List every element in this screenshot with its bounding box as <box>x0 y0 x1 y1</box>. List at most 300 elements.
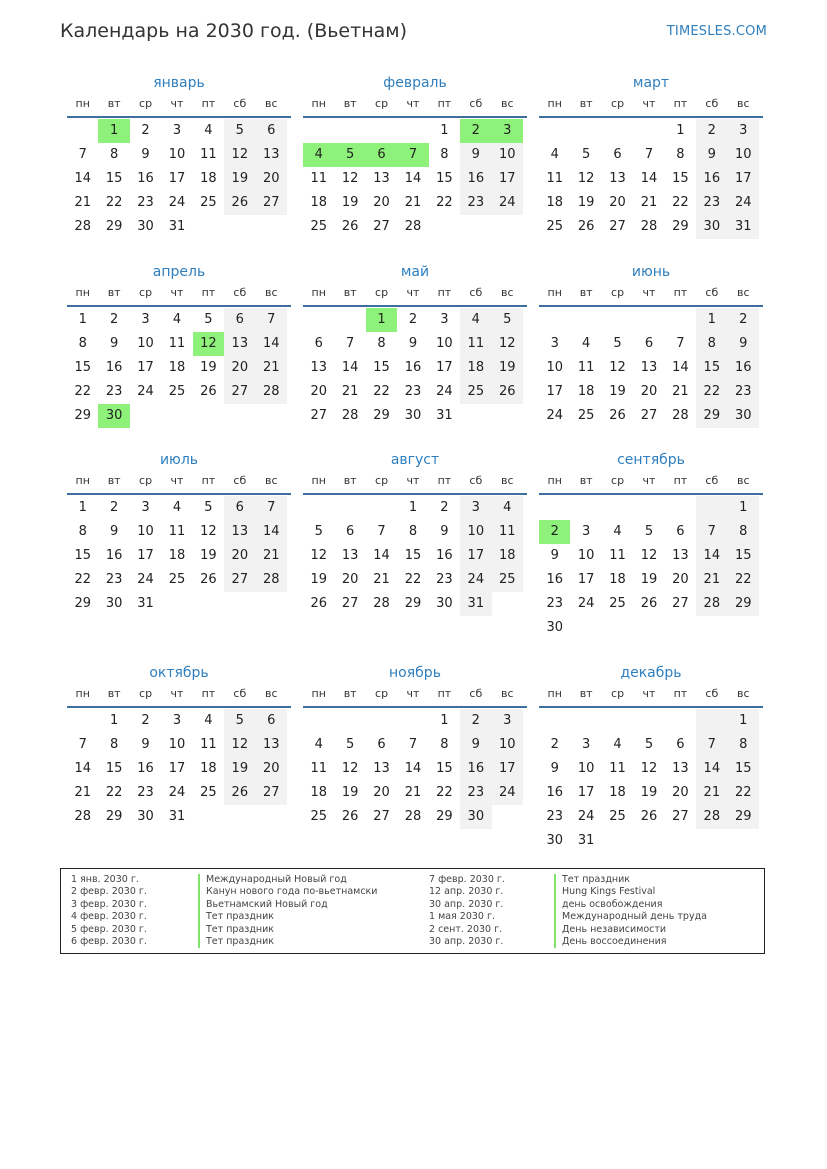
weekday-label: ср <box>611 687 625 700</box>
day-cell: 9 <box>550 548 559 563</box>
month-name: январь <box>153 75 205 91</box>
day-cell: 8 <box>109 147 119 162</box>
day-cell: 21 <box>696 781 727 805</box>
weekday-header <box>539 684 763 708</box>
day-cell-empty <box>633 119 664 143</box>
weekday-label: чт <box>406 97 420 110</box>
day-cell: 13 <box>609 171 626 186</box>
day-cell: 13 <box>341 548 359 563</box>
day-cell: 10 <box>168 147 186 162</box>
day-cell: 26 <box>224 191 255 215</box>
weekday-header <box>539 283 763 307</box>
holiday-name: Тет праздник <box>198 911 377 923</box>
month-name: февраль <box>383 75 447 91</box>
day-cell: 7 <box>644 147 654 162</box>
day-cell: 30 <box>546 620 563 635</box>
day-cell: 18 <box>168 360 186 375</box>
page-title: Календарь на 2030 год. (Вьетнам) <box>60 20 408 42</box>
day-cell: 3 <box>492 119 523 143</box>
day-cell: 15 <box>105 171 123 186</box>
day-cell: 23 <box>546 809 563 824</box>
day-cell: 25 <box>546 219 563 234</box>
day-cell: 28 <box>696 805 727 829</box>
day-cell: 10 <box>137 524 154 539</box>
day-cell: 13 <box>640 360 658 375</box>
day-cell: 8 <box>377 336 386 351</box>
day-cell: 2 <box>408 312 418 327</box>
month-block <box>67 449 291 616</box>
legend-left-dates <box>71 874 147 948</box>
day-grid <box>539 708 763 853</box>
day-cell: 2 <box>539 520 570 544</box>
weekday-label: ср <box>375 97 389 110</box>
day-cell-empty <box>334 119 365 143</box>
month-block <box>67 261 291 428</box>
day-cell: 26 <box>577 219 595 234</box>
day-cell: 3 <box>172 123 182 138</box>
day-cell: 5 <box>644 524 654 539</box>
day-cell: 15 <box>105 761 123 776</box>
day-cell: 18 <box>492 544 523 568</box>
day-cell: 4 <box>204 713 213 728</box>
day-cell: 28 <box>672 408 689 423</box>
day-cell: 23 <box>436 572 453 587</box>
day-cell: 24 <box>492 191 523 215</box>
weekday-label: чт <box>170 286 184 299</box>
day-cell: 15 <box>696 356 727 380</box>
weekday-label: ср <box>611 286 625 299</box>
day-cell: 19 <box>200 360 217 375</box>
day-cell: 20 <box>224 356 255 380</box>
holiday-date: 30 апр. 2030 г. <box>429 898 504 910</box>
weekday-label: вт <box>579 97 593 110</box>
day-cell: 25 <box>168 572 186 587</box>
day-cell: 1 <box>728 496 759 520</box>
day-cell-empty <box>539 119 570 143</box>
weekday-header <box>67 283 291 307</box>
weekday-label: ср <box>139 687 153 700</box>
day-cell: 12 <box>640 761 658 776</box>
day-cell-empty <box>303 308 334 332</box>
day-cell: 16 <box>137 761 154 776</box>
day-cell: 6 <box>366 143 397 167</box>
day-cell: 17 <box>436 360 453 375</box>
day-cell: 16 <box>404 360 422 375</box>
day-cell: 26 <box>341 809 359 824</box>
day-cell: 27 <box>640 408 658 423</box>
month-block <box>539 261 763 428</box>
legend-right-dates <box>429 874 505 948</box>
day-cell: 5 <box>224 119 255 143</box>
day-cell: 4 <box>204 123 213 138</box>
day-cell: 7 <box>377 524 386 539</box>
day-cell: 10 <box>577 548 595 563</box>
day-cell-empty <box>665 308 696 332</box>
day-cell: 22 <box>436 195 453 210</box>
day-cell: 26 <box>640 596 658 611</box>
day-cell: 16 <box>546 572 563 587</box>
day-cell: 1 <box>440 713 449 728</box>
month-name: март <box>632 75 670 91</box>
day-cell: 1 <box>78 500 87 515</box>
day-cell: 10 <box>137 336 154 351</box>
holiday-date: 3 февр. 2030 г. <box>71 898 147 910</box>
day-cell: 13 <box>310 360 327 375</box>
day-cell: 2 <box>550 737 559 752</box>
day-cell: 1 <box>440 123 449 138</box>
weekday-label: пн <box>311 97 326 110</box>
day-cell: 18 <box>310 195 327 210</box>
day-cell: 31 <box>137 596 154 611</box>
day-cell: 27 <box>373 219 390 234</box>
day-cell: 3 <box>581 524 591 539</box>
day-cell: 17 <box>492 167 523 191</box>
day-cell: 15 <box>436 761 453 776</box>
weekday-header <box>67 94 291 118</box>
day-cell: 5 <box>224 709 255 733</box>
holiday-legend <box>60 868 765 954</box>
day-grid <box>67 118 291 239</box>
day-cell: 6 <box>345 524 355 539</box>
day-cell: 10 <box>492 733 523 757</box>
day-cell: 26 <box>224 781 255 805</box>
weekday-label: пн <box>547 97 562 110</box>
day-cell: 23 <box>105 384 123 399</box>
day-cell: 19 <box>310 572 327 587</box>
day-cell: 2 <box>728 308 759 332</box>
day-cell: 25 <box>310 809 327 824</box>
day-cell: 28 <box>404 809 422 824</box>
day-cell: 5 <box>613 336 622 351</box>
day-cell: 4 <box>613 737 622 752</box>
day-grid <box>67 307 291 428</box>
day-cell: 2 <box>460 119 491 143</box>
day-cell: 24 <box>492 781 523 805</box>
weekday-label: вс <box>500 286 514 299</box>
day-cell: 28 <box>256 568 287 592</box>
day-cell: 8 <box>728 520 759 544</box>
day-cell: 9 <box>141 147 150 162</box>
day-cell-empty <box>633 709 664 733</box>
day-cell-empty <box>633 308 664 332</box>
day-cell-empty <box>570 496 601 520</box>
day-cell: 29 <box>696 404 727 428</box>
holiday-date: 12 апр. 2030 г. <box>429 886 504 898</box>
day-cell: 2 <box>440 500 449 515</box>
day-cell: 5 <box>334 143 365 167</box>
day-cell-empty <box>366 709 397 733</box>
day-cell: 14 <box>341 360 359 375</box>
weekday-label: вс <box>264 687 278 700</box>
weekday-label: ср <box>139 474 153 487</box>
holiday-date: 2 февр. 2030 г. <box>71 886 147 898</box>
day-cell: 14 <box>256 520 287 544</box>
day-cell: 27 <box>256 191 287 215</box>
weekday-label: вс <box>736 97 750 110</box>
day-cell: 15 <box>373 360 390 375</box>
day-cell: 6 <box>676 524 685 539</box>
day-cell: 1 <box>696 308 727 332</box>
weekday-label: ср <box>139 97 153 110</box>
day-cell: 24 <box>577 596 595 611</box>
day-cell: 30 <box>137 219 154 234</box>
day-cell: 19 <box>640 572 658 587</box>
weekday-label: чт <box>642 97 656 110</box>
weekday-label: вт <box>107 97 121 110</box>
day-cell: 1 <box>676 123 685 138</box>
weekday-label: пн <box>547 286 562 299</box>
weekday-label: чт <box>170 687 184 700</box>
weekday-header <box>539 471 763 495</box>
day-cell: 24 <box>546 408 563 423</box>
day-cell: 22 <box>728 781 759 805</box>
month-block <box>539 449 763 640</box>
day-cell: 11 <box>460 332 491 356</box>
day-cell: 12 <box>341 171 359 186</box>
day-cell-empty <box>602 709 633 733</box>
day-cell: 3 <box>440 312 449 327</box>
day-cell: 9 <box>460 733 491 757</box>
day-cell: 23 <box>546 596 563 611</box>
day-cell: 27 <box>672 596 689 611</box>
day-cell: 29 <box>728 805 759 829</box>
day-cell: 25 <box>200 195 217 210</box>
day-cell: 30 <box>728 404 759 428</box>
month-block <box>67 662 291 829</box>
day-cell: 22 <box>404 572 422 587</box>
day-cell: 29 <box>373 408 390 423</box>
weekday-label: ср <box>611 474 625 487</box>
weekday-label: ср <box>375 687 389 700</box>
weekday-label: сб <box>705 474 719 487</box>
day-cell: 20 <box>224 544 255 568</box>
weekday-label: пт <box>673 687 688 700</box>
day-cell: 23 <box>460 191 491 215</box>
day-cell: 11 <box>200 147 217 162</box>
day-cell: 28 <box>341 408 359 423</box>
day-cell: 16 <box>436 548 453 563</box>
weekday-label: чт <box>642 286 656 299</box>
day-cell: 22 <box>74 572 91 587</box>
weekday-header <box>303 283 527 307</box>
day-cell: 25 <box>609 809 626 824</box>
day-cell: 29 <box>728 592 759 616</box>
day-cell: 24 <box>436 384 453 399</box>
day-cell: 13 <box>256 143 287 167</box>
day-cell: 9 <box>728 332 759 356</box>
day-cell: 26 <box>310 596 327 611</box>
legend-left-names <box>198 874 377 948</box>
site-link[interactable]: TIMESLES.COM <box>666 24 767 39</box>
weekday-label: вс <box>500 474 514 487</box>
day-cell: 3 <box>550 336 559 351</box>
day-cell: 14 <box>672 360 689 375</box>
day-cell: 28 <box>373 596 390 611</box>
day-cell: 12 <box>224 143 255 167</box>
weekday-label: сб <box>705 286 719 299</box>
weekday-label: пт <box>437 286 452 299</box>
month-name: апрель <box>152 264 206 280</box>
weekday-label: сб <box>469 687 483 700</box>
day-cell: 18 <box>310 785 327 800</box>
weekday-label: сб <box>705 687 719 700</box>
day-cell: 7 <box>696 733 727 757</box>
day-cell: 23 <box>404 384 422 399</box>
day-cell: 27 <box>224 568 255 592</box>
day-cell: 3 <box>172 713 182 728</box>
holiday-name: Международный день труда <box>554 911 707 923</box>
holiday-date: 5 февр. 2030 г. <box>71 923 147 935</box>
day-cell-empty <box>397 709 428 733</box>
day-grid <box>303 307 527 428</box>
day-cell: 19 <box>341 785 359 800</box>
month-block <box>303 261 527 428</box>
day-cell: 10 <box>460 520 491 544</box>
day-cell: 29 <box>105 219 123 234</box>
weekday-label: вт <box>579 687 593 700</box>
day-cell: 13 <box>373 761 390 776</box>
weekday-label: вс <box>264 286 278 299</box>
day-cell: 2 <box>460 709 491 733</box>
day-cell: 8 <box>696 332 727 356</box>
day-cell: 2 <box>109 312 119 327</box>
weekday-label: сб <box>469 97 483 110</box>
day-cell: 19 <box>640 785 658 800</box>
day-cell-empty <box>665 709 696 733</box>
day-cell: 16 <box>105 360 123 375</box>
weekday-label: пт <box>673 97 688 110</box>
day-cell: 31 <box>168 809 186 824</box>
day-cell: 31 <box>728 215 759 239</box>
day-cell: 6 <box>256 709 287 733</box>
day-cell-empty <box>539 496 570 520</box>
day-cell: 27 <box>341 596 359 611</box>
day-cell: 15 <box>404 548 422 563</box>
day-cell-empty <box>539 709 570 733</box>
holiday-date: 1 мая 2030 г. <box>429 911 495 923</box>
day-cell: 28 <box>74 219 91 234</box>
weekday-header <box>67 684 291 708</box>
day-cell: 23 <box>728 380 759 404</box>
day-cell: 30 <box>137 809 154 824</box>
month-block <box>539 72 763 239</box>
day-cell: 1 <box>728 709 759 733</box>
day-cell: 16 <box>460 167 491 191</box>
holiday-date: 4 февр. 2030 г. <box>71 911 147 923</box>
day-cell-empty <box>334 709 365 733</box>
day-cell: 5 <box>581 147 591 162</box>
day-grid <box>303 118 527 239</box>
day-cell: 19 <box>224 757 255 781</box>
day-cell: 11 <box>609 548 626 563</box>
day-cell: 3 <box>460 496 491 520</box>
day-cell: 14 <box>256 332 287 356</box>
weekday-label: ср <box>611 97 625 110</box>
weekday-label: чт <box>642 687 656 700</box>
day-cell: 17 <box>137 360 154 375</box>
day-cell: 11 <box>492 520 523 544</box>
day-cell: 25 <box>492 568 523 592</box>
day-cell-empty <box>602 496 633 520</box>
day-cell: 4 <box>172 312 182 327</box>
day-cell: 22 <box>696 380 727 404</box>
day-cell: 14 <box>74 761 91 776</box>
weekday-label: чт <box>642 474 656 487</box>
day-cell: 29 <box>436 809 453 824</box>
legend-right-names <box>554 874 707 948</box>
day-cell-empty <box>366 496 397 520</box>
day-cell: 31 <box>436 408 453 423</box>
day-cell: 23 <box>137 195 154 210</box>
day-cell: 7 <box>676 336 685 351</box>
day-cell: 8 <box>78 336 87 351</box>
day-cell: 4 <box>613 524 622 539</box>
day-cell: 11 <box>310 761 327 776</box>
day-cell: 17 <box>577 572 595 587</box>
day-cell: 21 <box>404 785 422 800</box>
day-grid <box>303 708 527 829</box>
day-cell: 19 <box>200 548 217 563</box>
holiday-name: Hung Kings Festival <box>554 886 707 898</box>
weekday-label: сб <box>469 474 483 487</box>
day-cell: 6 <box>224 308 255 332</box>
day-grid <box>67 495 291 616</box>
day-cell: 15 <box>436 171 453 186</box>
day-cell: 4 <box>314 737 323 752</box>
day-cell: 26 <box>341 219 359 234</box>
day-cell: 30 <box>98 404 129 428</box>
day-cell: 24 <box>137 384 154 399</box>
day-cell: 30 <box>404 408 422 423</box>
day-cell: 6 <box>377 737 386 752</box>
day-cell-empty <box>570 308 601 332</box>
day-grid <box>67 708 291 829</box>
day-cell: 30 <box>546 833 563 848</box>
weekday-header <box>303 471 527 495</box>
day-cell: 11 <box>168 524 186 539</box>
holiday-name: Международный Новый год <box>198 874 377 886</box>
day-cell: 25 <box>310 219 327 234</box>
day-cell: 14 <box>404 171 422 186</box>
day-cell: 12 <box>200 524 217 539</box>
day-cell-empty <box>633 496 664 520</box>
day-cell: 14 <box>404 761 422 776</box>
day-cell: 8 <box>728 733 759 757</box>
day-cell: 16 <box>460 757 491 781</box>
weekday-label: вт <box>579 286 593 299</box>
day-cell: 22 <box>672 195 689 210</box>
day-cell: 20 <box>310 384 327 399</box>
day-grid <box>539 118 763 239</box>
weekday-label: пн <box>75 97 90 110</box>
weekday-label: чт <box>170 97 184 110</box>
day-cell: 21 <box>256 544 287 568</box>
weekday-label: вс <box>500 687 514 700</box>
weekday-label: пн <box>311 474 326 487</box>
day-cell: 12 <box>193 332 224 356</box>
weekday-label: вт <box>343 286 357 299</box>
day-cell: 5 <box>492 308 523 332</box>
day-cell: 21 <box>341 384 359 399</box>
day-cell-empty <box>303 709 334 733</box>
day-cell: 4 <box>581 336 591 351</box>
weekday-label: пн <box>75 286 90 299</box>
weekday-label: пт <box>673 474 688 487</box>
weekday-label: ср <box>375 286 389 299</box>
day-cell-empty <box>570 709 601 733</box>
day-cell: 21 <box>696 568 727 592</box>
day-cell: 25 <box>200 785 217 800</box>
